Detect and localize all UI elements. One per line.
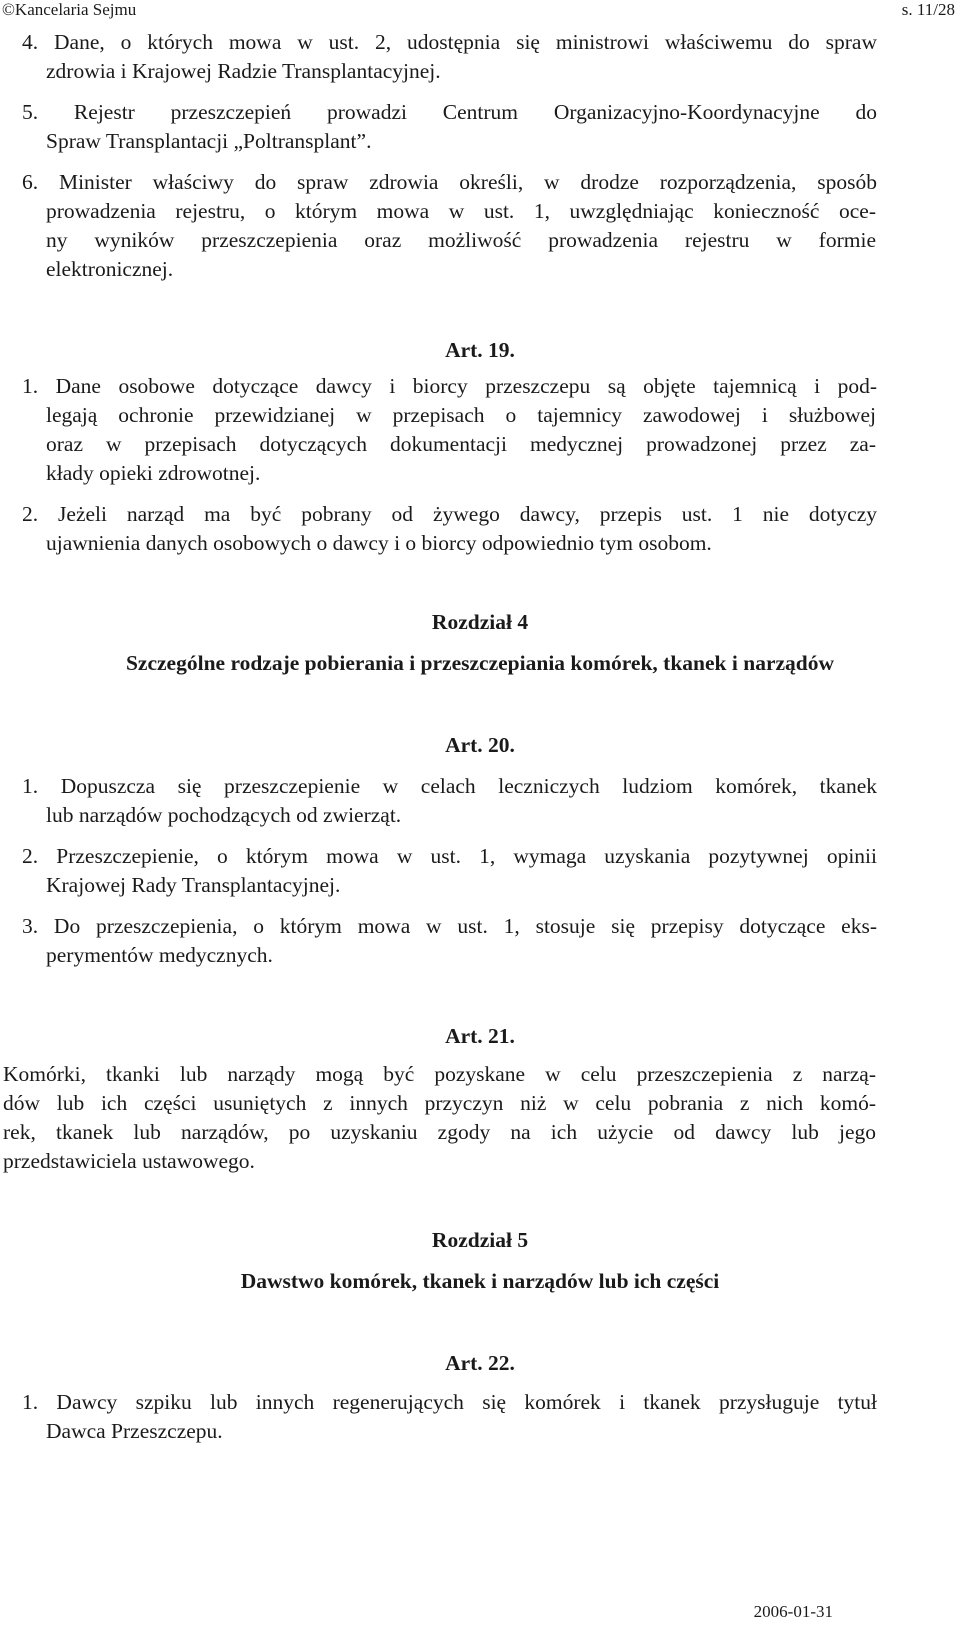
- article-22-p1-line-2: Dawca Przeszczepu.: [46, 1419, 223, 1443]
- article-19-p1-line-3: oraz w przepisach dotyczących dokumentacji medycznej prowadzonej przez za-: [46, 432, 876, 456]
- article-20-p1-line-1: 1. Dopuszcza się przeszczepienie w celach leczniczych ludziom komórek, tkanek: [22, 774, 877, 798]
- chapter-5-title: Rozdział 5: [431, 1228, 529, 1252]
- article-21-line-2: dów lub ich części usuniętych z innych przyczyn niż w celu pobrania z nich komó-: [3, 1091, 876, 1115]
- article-19-p1-line-4: kłady opieki zdrowotnej.: [46, 461, 261, 485]
- footer-date: 2006-01-31: [753, 1602, 833, 1621]
- article-22-title: Art. 22.: [445, 1351, 515, 1375]
- article-19-p2-line-1: 2. Jeżeli narząd ma być pobrany od żywego dawcy, przepis ust. 1 nie dotyczy: [22, 502, 877, 526]
- paragraph-6-line-2: prowadzenia rejestru, o którym mowa w ust. 1, uwzględniając konieczność oce-: [46, 199, 876, 223]
- paragraph-4-line-1: 4. Dane, o których mowa w ust. 2, udostępnia się ministrowi właściwemu do spraw: [22, 30, 877, 54]
- chapter-5-subtitle: Dawstwo komórek, tkanek i narządów lub ich części: [240, 1269, 720, 1293]
- article-21-title: Art. 21.: [445, 1024, 515, 1048]
- paragraph-6-line-3: ny wyników przeszczepienia oraz możliwość prowadzenia rejestru w formie: [46, 228, 876, 252]
- article-20-p2-line-2: Krajowej Rady Transplantacyjnej.: [46, 873, 341, 897]
- header-publisher: ©Kancelaria Sejmu: [2, 0, 137, 19]
- paragraph-6-line-1: 6. Minister właściwy do spraw zdrowia określi, w drodze rozporządzenia, sposób: [22, 170, 877, 194]
- chapter-4-subtitle: Szczególne rodzaje pobierania i przeszczepiania komórek, tkanek i narządów: [125, 651, 835, 675]
- article-20-title: Art. 20.: [445, 733, 515, 757]
- paragraph-5-line-1: 5. Rejestr przeszczepień prowadzi Centrum Organizacyjno-Koordynacyjne do: [22, 100, 877, 124]
- article-22-p1-line-1: 1. Dawcy szpiku lub innych regenerujących się komórek i tkanek przysługuje tytuł: [22, 1390, 877, 1414]
- article-19-p2-line-2: ujawnienia danych osobowych o dawcy i o biorcy odpowiednio tym osobom.: [46, 531, 712, 555]
- article-21-line-1: Komórki, tkanki lub narządy mogą być pozyskane w celu przeszczepienia z narzą-: [3, 1062, 876, 1086]
- article-21-line-4: przedstawiciela ustawowego.: [3, 1149, 255, 1173]
- header-page-number: s. 11/28: [901, 0, 955, 19]
- chapter-4-title: Rozdział 4: [431, 610, 529, 634]
- article-20-p2-line-1: 2. Przeszczepienie, o którym mowa w ust. 1, wymaga uzyskania pozytywnej opinii: [22, 844, 877, 868]
- article-19-p1-line-1: 1. Dane osobowe dotyczące dawcy i biorcy przeszczepu są objęte tajemnicą i pod-: [22, 374, 877, 398]
- article-20-p1-line-2: lub narządów pochodzących od zwierząt.: [46, 803, 402, 827]
- paragraph-4-line-2: zdrowia i Krajowej Radzie Transplantacyjnej.: [46, 59, 441, 83]
- paragraph-6-line-4: elektronicznej.: [46, 257, 174, 281]
- article-20-p3-line-1: 3. Do przeszczepienia, o którym mowa w ust. 1, stosuje się przepisy dotyczące eks-: [22, 914, 877, 938]
- article-20-p3-line-2: perymentów medycznych.: [46, 943, 273, 967]
- paragraph-5-line-2: Spraw Transplantacji „Poltransplant”.: [46, 129, 372, 153]
- article-19-p1-line-2: legają ochronie przewidzianej w przepisach o tajemnicy zawodowej i służbowej: [46, 403, 876, 427]
- article-19-title: Art. 19.: [445, 338, 515, 362]
- article-21-line-3: rek, tkanek lub narządów, po uzyskaniu zgody na ich użycie od dawcy lub jego: [3, 1120, 876, 1144]
